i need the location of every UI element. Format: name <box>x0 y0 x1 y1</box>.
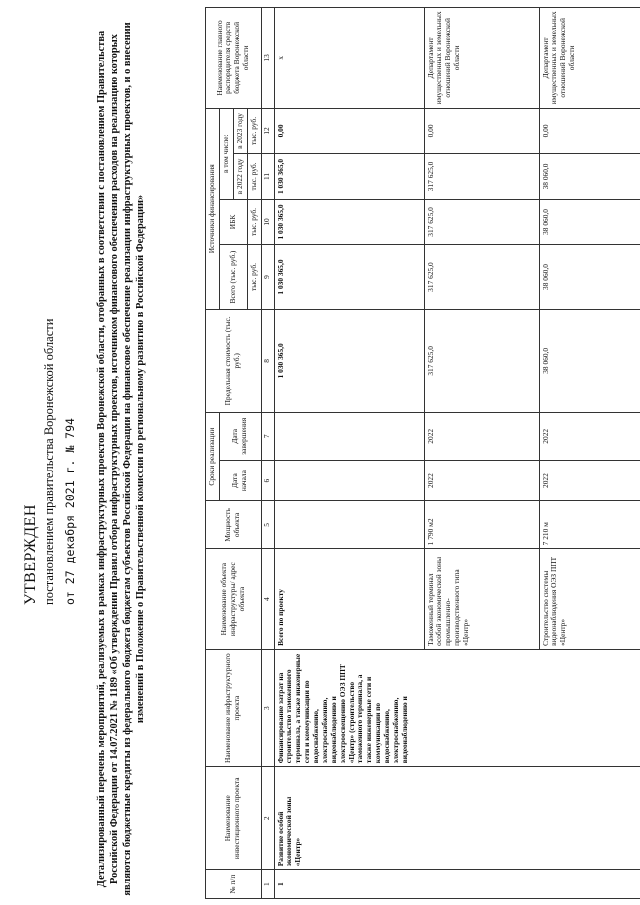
cell-cost: 317 625,0 <box>424 309 539 412</box>
cell-2023: 0,00 <box>274 108 424 154</box>
unit-2023: тыс. руб. <box>247 108 261 154</box>
col-number: 4 <box>261 549 274 650</box>
cell-ibk: 1 030 365,0 <box>274 199 424 245</box>
col-number: 13 <box>261 8 274 109</box>
header-invest-project: Наименование инвестиционного проекта <box>206 767 262 870</box>
projects-table <box>205 7 640 899</box>
col-number: 1 <box>261 870 274 899</box>
col-number: 12 <box>261 108 274 154</box>
cell-num: 1 <box>274 870 640 899</box>
approval-line: постановлением правительства Воронежской области <box>42 318 56 605</box>
header-capacity: Мощность объекта <box>206 501 262 549</box>
unit-ibk: тыс. руб. <box>247 199 261 245</box>
cell-2022: 1 030 365,0 <box>274 154 424 200</box>
cell-ibk: 317 625,0 <box>424 199 539 245</box>
cell-capacity <box>274 501 424 549</box>
cell-object: Таможенный терминал особой экономической зоны промышленно-производственного типа «Центр» <box>424 549 539 650</box>
col-number: 10 <box>261 199 274 245</box>
cell-2022: 317 625,0 <box>424 154 539 200</box>
header-infra-project: Наименование инфраструктурного проекта <box>206 649 262 766</box>
document-title: Детализированный перечень мероприятий, реализуемых в рамках инфраструктурных проектов Воронежской области, отобранных в соответствии с постановлением Правительства Российской Федерации от 14.07.2021 № 1189 «Об утверждении Правил отбора инфраструктурных проектов, источником финансового обеспечения расходов на реализацию которых являются бюджетные кредиты из федерального бюджета бюджетам субъектов Российской Федерации на финансовое обеспечение реализации инфраструктурных проектов, и о внесении изменений в Положение о Правительственной комиссии по региональному развитию в Российской Федерации» <box>96 22 146 896</box>
cell-object: Всего по проекту <box>274 549 424 650</box>
col-number: 11 <box>261 154 274 200</box>
unit-total: тыс. руб. <box>247 245 261 310</box>
cell-invest-project: Развитие особой экономической зоны «Центр» <box>274 767 640 870</box>
cell-capacity: 7 210 м <box>539 501 640 549</box>
header-row-1 <box>206 8 220 899</box>
cell-start: 2022 <box>539 460 640 501</box>
header-infra-object: Наименование объекта инфраструктуры/ адрес объекта <box>206 549 262 650</box>
cell-cost: 1 030 365,0 <box>274 309 424 412</box>
header-periods: Сроки реализации <box>206 412 220 501</box>
header-manager: Наименование главного распорядителя средств бюджета Воронежской области <box>206 8 262 109</box>
col-number: 9 <box>261 245 274 310</box>
header-sources: Источники финансирования <box>206 108 220 309</box>
cell-manager: Департамент имущественных и земельных отношений Воронежской области <box>539 8 640 109</box>
approval-date: от 27 декабря 2021 г. № 794 <box>63 418 77 605</box>
cell-start <box>274 460 424 501</box>
table-row-total <box>274 8 424 899</box>
cell-2023: 0,00 <box>424 108 539 154</box>
cell-cost: 38 060,0 <box>539 309 640 412</box>
cell-total: 1 030 365,0 <box>274 245 424 310</box>
cell-2023: 0,00 <box>539 108 640 154</box>
header-year-2023: в 2023 году <box>233 108 247 154</box>
col-number: 8 <box>261 309 274 412</box>
cell-object: Строительство системы видеонаблюдения ОЭЗ ППТ «Центр» <box>539 549 640 650</box>
header-cost: Предельная стоимость (тыс. руб.) <box>206 309 262 412</box>
header-end: Дата завершения <box>219 412 261 460</box>
cell-infra-project: Финансирование затрат на строительство таможенного терминала, а также инженерные сети и коммуникации по водоснабжению, электроснабжению, видеонаблюдению и электроосвещению ОЭЗ ППТ «Центр» (строительство таможенного терминала, а также инженерные сети и коммуникации по водоснабжению, электроснабжению, видеонаблюдению и <box>274 649 640 766</box>
column-numbers-row <box>261 8 274 899</box>
approval-heading: УТВЕРЖДЕН <box>22 504 39 605</box>
cell-manager: Департамент имущественных и земельных отношений Воронежской области <box>424 8 539 109</box>
header-start: Дата начала <box>219 460 261 501</box>
cell-end: 2022 <box>424 412 539 460</box>
cell-capacity: 1 790 м2 <box>424 501 539 549</box>
approval-stamp <box>22 319 77 605</box>
header-including: в том числе: <box>219 108 233 199</box>
header-ibk: ИБК <box>219 199 247 245</box>
cell-total: 38 060,0 <box>539 245 640 310</box>
col-number: 6 <box>261 460 274 501</box>
cell-end <box>274 412 424 460</box>
header-num: № п/п <box>206 870 262 899</box>
cell-end: 2022 <box>539 412 640 460</box>
header-total: Всего (тыс. руб.) <box>219 245 247 310</box>
cell-2022: 38 060,0 <box>539 154 640 200</box>
col-number: 5 <box>261 501 274 549</box>
cell-start: 2022 <box>424 460 539 501</box>
col-number: 2 <box>261 767 274 870</box>
col-number: 3 <box>261 649 274 766</box>
unit-2022: тыс. руб. <box>247 154 261 200</box>
cell-manager: х <box>274 8 424 109</box>
col-number: 7 <box>261 412 274 460</box>
cell-total: 317 625,0 <box>424 245 539 310</box>
cell-ibk: 38 060,0 <box>539 199 640 245</box>
header-year-2022: в 2022 году <box>233 154 247 200</box>
